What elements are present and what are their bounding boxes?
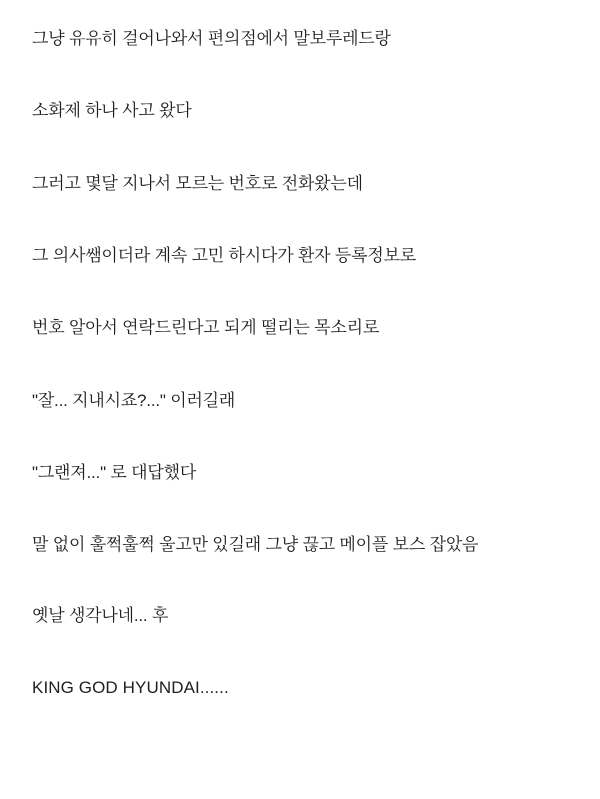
paragraph-4: 그 의사쌤이더라 계속 고민 하시다가 환자 등록정보로 (32, 246, 417, 266)
paragraph-6: "잘... 지내시죠?..." 이러길래 (32, 390, 236, 410)
paragraph-9: 옛날 생각나네... 후 (32, 605, 169, 625)
paragraph-2: 소화제 하나 사고 왔다 (32, 101, 192, 121)
paragraph-5: 번호 알아서 연락드린다고 되게 떨리는 목소리로 (32, 318, 380, 338)
paragraph-10: KING GOD HYUNDAI...... (32, 678, 229, 698)
paragraph-3: 그러고 몇달 지나서 모르는 번호로 전화왔는데 (32, 173, 363, 193)
paragraph-8: 말 없이 훌쩍훌쩍 울고만 있길래 그냥 끊고 메이플 보스 잡았음 (32, 535, 479, 555)
paragraph-1: 그냥 유유히 걸어나와서 편의점에서 말보루레드랑 (32, 29, 391, 48)
paragraph-7: "그랜져..." 로 대답했다 (32, 463, 197, 483)
